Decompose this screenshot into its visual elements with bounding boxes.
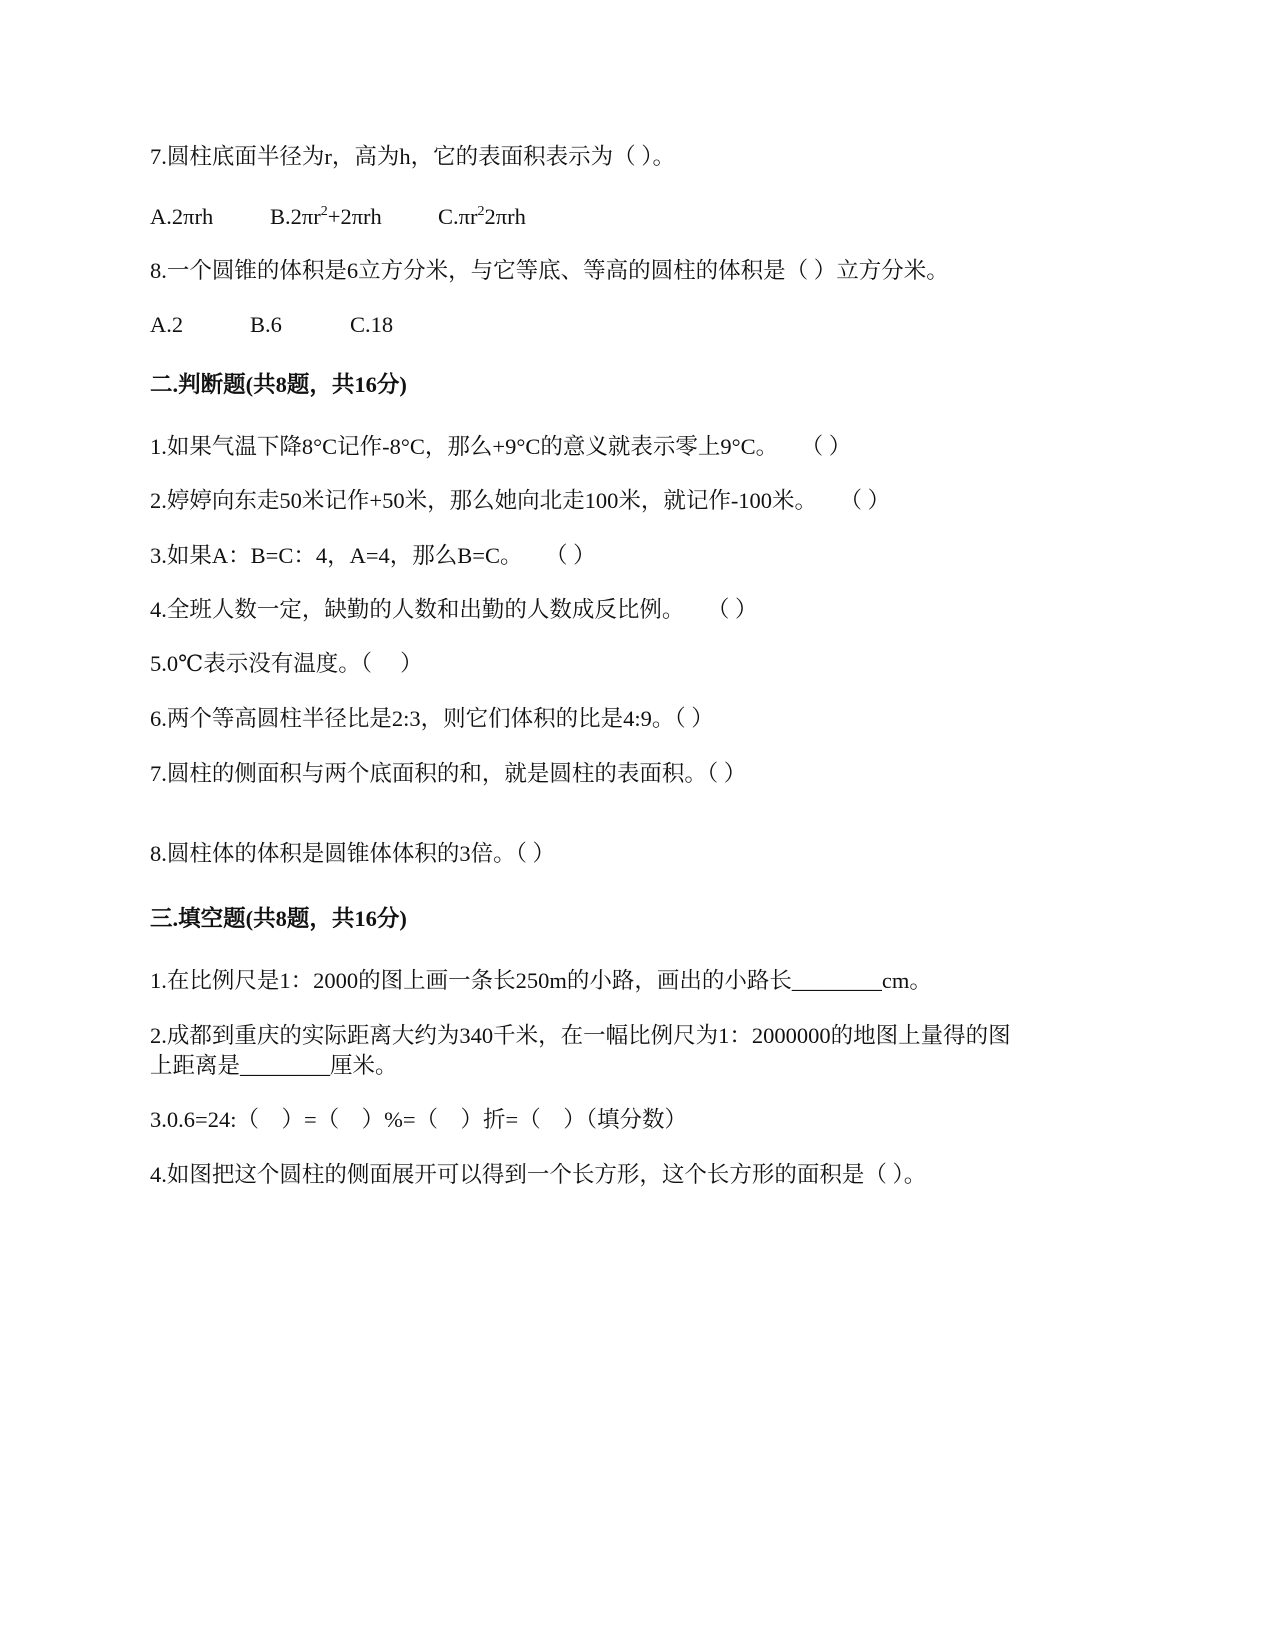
fill-item: 3.0.6=24:（ ）=（ ）%=（ ）折=（ ）（填分数） <box>150 1107 688 1132</box>
judge-item: 3.如果A：B=C：4，A=4，那么B=C。 （ ） <box>150 543 596 568</box>
option-a: A.2πrh <box>150 204 214 229</box>
option-c: $C.\pi r^22\pi rh$ <box>438 204 526 229</box>
judge-item: 8.圆柱体的体积是圆锥体体积的3倍。（ ） <box>150 841 556 866</box>
mc-q7-stem: 7.圆柱底面半径为r，高为h，它的表面积表示为（ ）。 <box>150 144 675 169</box>
fill-item: 2.成都到重庆的实际距离大约为340千米，在一幅比例尺为1：2000000的地图上量得的图 <box>150 1023 1011 1048</box>
option-a: A.2 <box>150 312 184 337</box>
option-b: $B.2\pi r^2+2\pi rh$ <box>270 204 382 229</box>
option-b: B.6 <box>250 312 282 337</box>
fill-item: 上距离是________厘米。 <box>150 1053 398 1078</box>
mc-q7-options <box>150 202 526 232</box>
judge-item: 5.0℃表示没有温度。（ ） <box>150 651 423 676</box>
section-heading-fill: 三.填空题(共8题，共16分) <box>150 906 407 931</box>
fill-item: 4.如图把这个圆柱的侧面展开可以得到一个长方形，这个长方形的面积是（ ）。 <box>150 1162 927 1187</box>
judge-item: 4.全班人数一定，缺勤的人数和出勤的人数成反比例。 （ ） <box>150 597 758 622</box>
judge-item: 6.两个等高圆柱半径比是2:3，则它们体积的比是4:9。（ ） <box>150 706 714 731</box>
section-heading-judge: 二.判断题(共8题，共16分) <box>150 372 407 397</box>
judge-item: 7.圆柱的侧面积与两个底面积的和，就是圆柱的表面积。（ ） <box>150 761 747 786</box>
fill-item: 1.在比例尺是1：2000的图上画一条长250m的小路，画出的小路长________cm。 <box>150 968 932 993</box>
judge-item: 1.如果气温下降8°C记作-8°C，那么+9°C的意义就表示零上9°C。 （ ） <box>150 434 852 459</box>
judge-item: 2.婷婷向东走50米记作+50米，那么她向北走100米，就记作-100米。 （ ） <box>150 488 891 513</box>
mc-q8-options <box>150 310 393 340</box>
option-c: C.18 <box>350 312 394 337</box>
mc-q8-stem: 8.一个圆锥的体积是6立方分米，与它等底、等高的圆柱的体积是（ ）立方分米。 <box>150 258 949 283</box>
